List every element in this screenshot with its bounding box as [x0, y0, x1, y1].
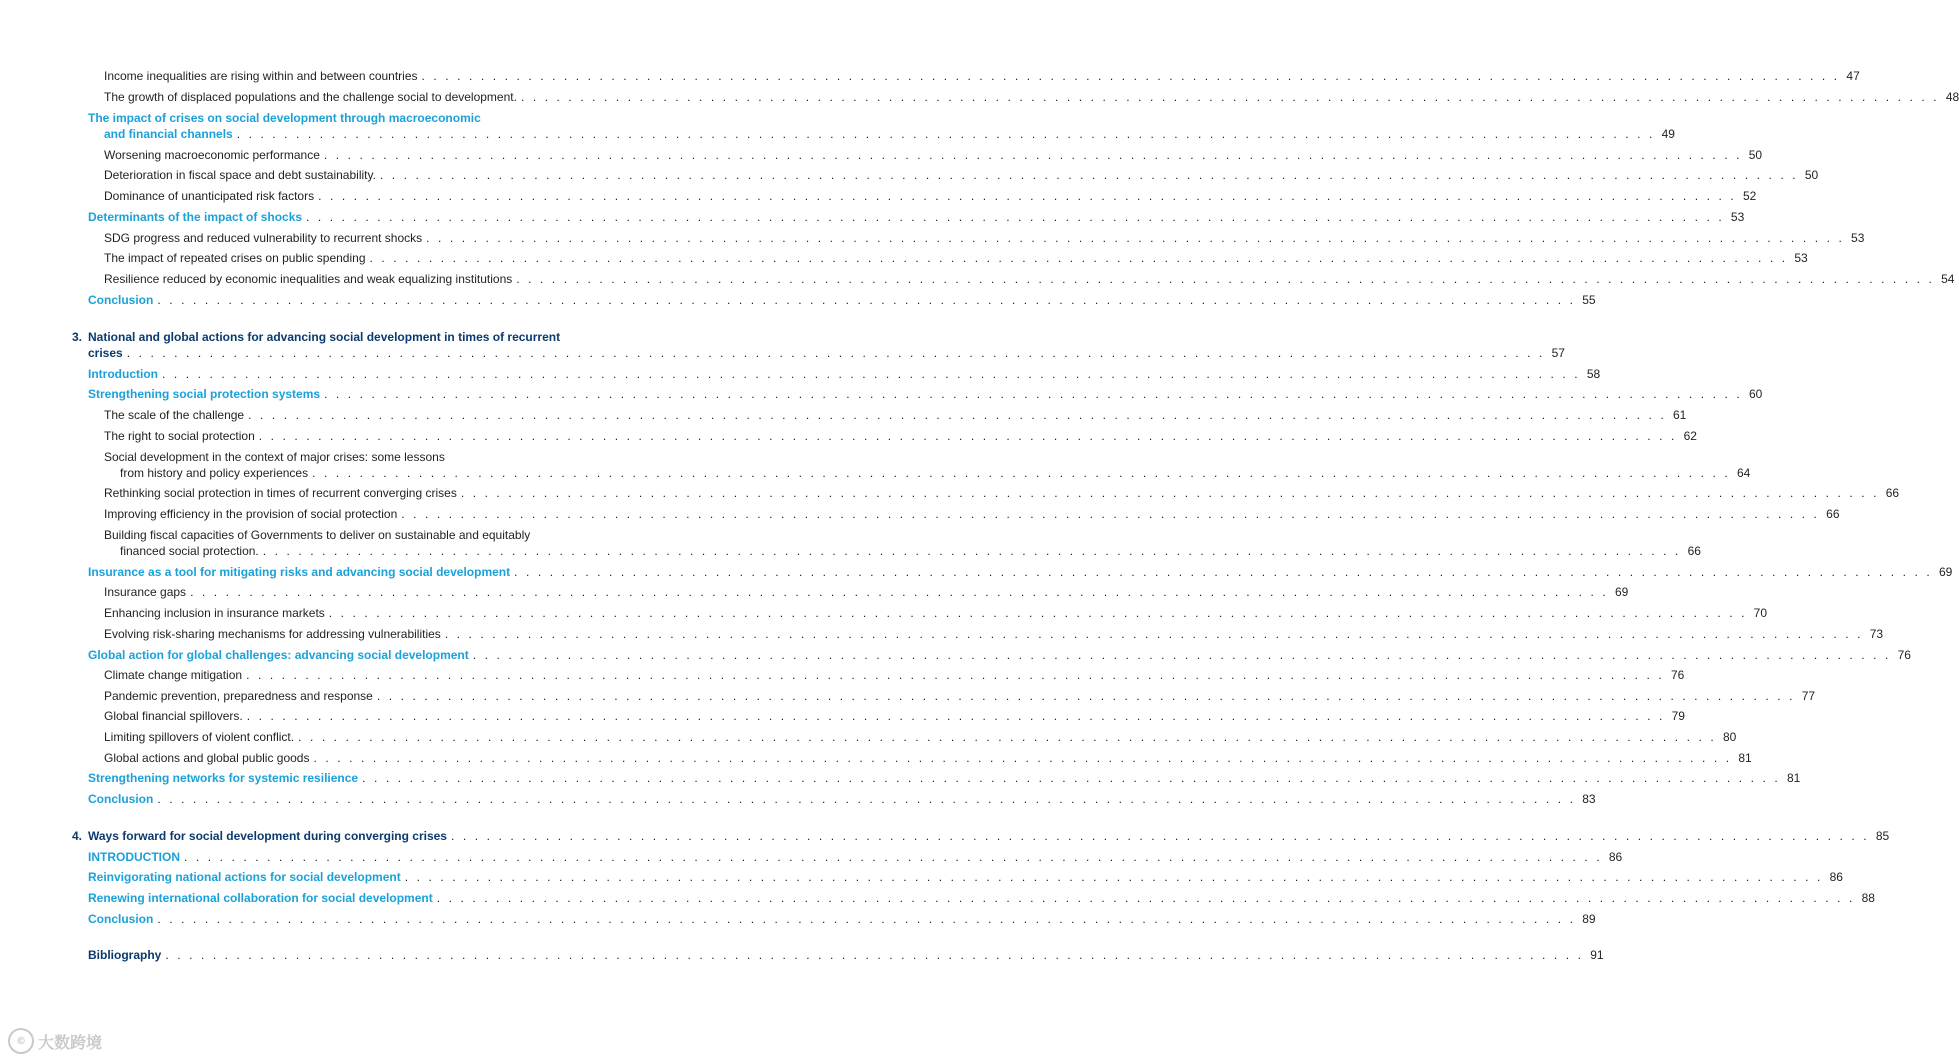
dot-leader: . . . . . . . . . . . . . . . . . . . . . . . . . . . . . . . . . . . . . . . . . . . . . . . . . . . . . . . . . . . . . . . . . . . . . . . . . . . . . . . . . . . . . . . . . . . . . . . . . . . . . . . . . . . . . . . . . . . . . . . . — [161, 367, 1581, 381]
dot-leader: . . . . . . . . . . . . . . . . . . . . . . . . . . . . . . . . . . . . . . . . . . . . . . . . . . . . . . . . . . . . . . . . . . . . . . . . . . . . . . . . . . . . . . . . . . . . . . . . . . . . . . . . . . . . . . . . . . . . . . . . — [362, 771, 1781, 785]
toc-title-text: The impact of crises on social development through macroeconomic — [88, 111, 481, 125]
dot-leader: . . . . . . . . . . . . . . . . . . . . . . . . . . . . . . . . . . . . . . . . . . . . . . . . . . . . . . . . . . . . . . . . . . . . . . . . . . . . . . . . . . . . . . . . . . . . . . . . . . . . . . . . . . . . . . . . . . . . . . . . — [520, 90, 1940, 104]
toc-subsection-entry[interactable] — [104, 167, 1819, 183]
toc-subsection-entry[interactable] — [104, 68, 1860, 84]
page-number: 85 — [1875, 829, 1890, 843]
page-number: 83 — [1582, 792, 1596, 806]
toc-title-text: Insurance as a tool for mitigating risks and advancing social development — [88, 565, 511, 579]
page-number: 73 — [1869, 627, 1884, 641]
page-number: 57 — [1551, 346, 1565, 360]
dot-leader: . . . . . . . . . . . . . . . . . . . . . . . . . . . . . . . . . . . . . . . . . . . . . . . . . . . . . . . . . . . . . . . . . . . . . . . . . . . . . . . . . . . . . . . . . . . . . . . . . . . . . . . . . . . . . . . . . . . . . . . . — [262, 544, 1681, 558]
toc-subsection-entry[interactable] — [104, 271, 1955, 287]
page-number: 66 — [1826, 507, 1840, 521]
page-number: 52 — [1742, 189, 1757, 203]
page-number: 70 — [1753, 606, 1768, 620]
toc-subsection-entry[interactable] — [104, 188, 1757, 204]
dot-leader: . . . . . . . . . . . . . . . . . . . . . . . . . . . . . . . . . . . . . . . . . . . . . . . . . . . . . . . . . . . . . . . . . . . . . . . . . . . . . . . . . . . . . . . . . . . . . . . . . . . . . . . . . . . . . . . . . . . . . . . . — [328, 606, 1748, 620]
page-number: 50 — [1748, 148, 1763, 162]
dot-leader: . . . . . . . . . . . . . . . . . . . . . . . . . . . . . . . . . . . . . . . . . . . . . . . . . . . . . . . . . . . . . . . . . . . . . . . . . . . . . . . . . . . . . . . . . . . . . . . . . . . . . . . . . . . . . . . . . . . . . . . . — [318, 189, 1737, 203]
watermark-logo-icon: © — [8, 1028, 34, 1054]
toc-entry-title-line1[interactable] — [104, 527, 530, 543]
toc-title-text: Worsening macroeconomic performance — [104, 148, 320, 162]
toc-subsection-entry[interactable] — [104, 667, 1685, 683]
toc-section-entry[interactable] — [88, 292, 1596, 308]
toc-title-text: Global action for global challenges: advancing social development — [88, 648, 469, 662]
toc-section-entry[interactable] — [104, 126, 1675, 142]
page-number: 53 — [1730, 210, 1745, 224]
page-number: 66 — [1687, 544, 1701, 558]
page-number: 88 — [1861, 891, 1875, 905]
page-number: 64 — [1736, 466, 1751, 480]
toc-title-text: Global actions and global public goods — [104, 751, 310, 765]
toc-section-entry[interactable] — [88, 564, 1953, 580]
toc-title-text: National and global actions for advancing social development in times of recurrent — [88, 330, 561, 344]
watermark-text: 大数跨境 — [38, 1032, 103, 1052]
toc-chapter-entry[interactable] — [88, 947, 1604, 963]
toc-title-text: Determinants of the impact of shocks — [88, 210, 303, 224]
toc-title-text: Evolving risk-sharing mechanisms for addressing vulnerabilities — [104, 627, 441, 641]
toc-chapter-entry[interactable] — [88, 828, 1890, 844]
toc-title-text: Ways forward for social development during converging crises — [88, 829, 447, 843]
toc-title-text: Limiting spillovers of violent conflict. — [104, 730, 295, 744]
page-number: 53 — [1794, 251, 1808, 265]
page-number: 61 — [1672, 408, 1687, 422]
toc-title-text: The scale of the challenge — [104, 408, 245, 422]
toc-title-text: Bibliography — [88, 948, 162, 962]
toc-entry-title-line1[interactable] — [104, 449, 445, 465]
toc-title-text: Strengthening networks for systemic resilience — [88, 771, 359, 785]
page-number: 80 — [1722, 730, 1737, 744]
toc-title-text: from history and policy experiences — [120, 466, 309, 480]
toc-title-text: Social development in the context of major crises: some lessons — [104, 450, 445, 464]
page-number: 53 — [1851, 231, 1865, 245]
toc-section-entry[interactable] — [88, 890, 1875, 906]
toc-section-entry[interactable] — [88, 849, 1623, 865]
toc-title-text: Enhancing inclusion in insurance markets — [104, 606, 325, 620]
toc-title-text: Building fiscal capacities of Governments to deliver on sustainable and equitably — [104, 528, 531, 542]
dot-leader: . . . . . . . . . . . . . . . . . . . . . . . . . . . . . . . . . . . . . . . . . . . . . . . . . . . . . . . . . . . . . . . . . . . . . . . . . . . . . . . . . . . . . . . . . . . . . . . . . . . . . . . . . . . . . . . . . . . . . . . . — [246, 668, 1665, 682]
page-number: 60 — [1748, 387, 1763, 401]
page-number: 47 — [1846, 69, 1860, 83]
toc-title-text: Pandemic prevention, preparedness and response — [104, 689, 373, 703]
chapter-number: 3. — [72, 330, 83, 344]
toc-title-text: crises — [88, 346, 123, 360]
dot-leader: . . . . . . . . . . . . . . . . . . . . . . . . . . . . . . . . . . . . . . . . . . . . . . . . . . . . . . . . . . . . . . . . . . . . . . . . . . . . . . . . . . . . . . . . . . . . . . . . . . . . . . . . . . . . . . . . . . . . . . . . — [298, 730, 1717, 744]
toc-title-text: Conclusion — [88, 912, 154, 926]
toc-title-text: Conclusion — [88, 792, 154, 806]
toc-title-text: and financial channels — [104, 127, 233, 141]
dot-leader: . . . . . . . . . . . . . . . . . . . . . . . . . . . . . . . . . . . . . . . . . . . . . . . . . . . . . . . . . . . . . . . . . . . . . . . . . . . . . . . . . . . . . . . . . . . . . . . . . . . . . . . . . . . . . . . . . . . . . . . . — [165, 948, 1584, 962]
toc-section-entry[interactable] — [88, 869, 1843, 885]
page-number: 69 — [1614, 585, 1629, 599]
page-number: 54 — [1941, 272, 1955, 286]
page-number: 50 — [1804, 168, 1819, 182]
toc-title-text: The impact of repeated crises on public spending — [104, 251, 366, 265]
toc-entry-title-line1[interactable] — [88, 110, 481, 126]
toc-subsection-entry[interactable] — [104, 407, 1687, 423]
toc-section-entry[interactable] — [88, 647, 1911, 663]
page-number: 86 — [1608, 850, 1623, 864]
dot-leader: . . . . . . . . . . . . . . . . . . . . . . . . . . . . . . . . . . . . . . . . . . . . . . . . . . . . . . . . . . . . . . . . . . . . . . . . . . . . . . . . . . . . . . . . . . . . . . . . . . . . . . . . . . . . . . . . . . . . . . . . — [190, 585, 1609, 599]
toc-title-text: Reinvigorating national actions for social development — [88, 870, 401, 884]
toc-subsection-entry[interactable] — [104, 708, 1685, 724]
toc-subsection-entry[interactable] — [104, 506, 1840, 522]
toc-title-text: Resilience reduced by economic inequalities and weak equalizing institutions — [104, 272, 513, 286]
page-number: 81 — [1786, 771, 1801, 785]
watermark — [8, 1028, 102, 1054]
page-number: 76 — [1670, 668, 1685, 682]
toc-title-text: Renewing international collaboration for social development — [88, 891, 433, 905]
dot-leader: . . . . . . . . . . . . . . . . . . . . . . . . . . . . . . . . . . . . . . . . . . . . . . . . . . . . . . . . . . . . . . . . . . . . . . . . . . . . . . . . . . . . . . . . . . . . . . . . . . . . . . . . . . . . . . . . . . . . . . . . — [421, 69, 1840, 83]
toc-entry-title-line1[interactable] — [88, 329, 560, 345]
toc-subsection-entry[interactable] — [104, 485, 1900, 501]
page-number: 89 — [1582, 912, 1596, 926]
dot-leader: . . . . . . . . . . . . . . . . . . . . . . . . . . . . . . . . . . . . . . . . . . . . . . . . . . . . . . . . . . . . . . . . . . . . . . . . . . . . . . . . . . . . . . . . . . . . . . . . . . . . . . . . . . . . . . . . . . . . . . . . — [404, 870, 1823, 884]
dot-leader: . . . . . . . . . . . . . . . . . . . . . . . . . . . . . . . . . . . . . . . . . . . . . . . . . . . . . . . . . . . . . . . . . . . . . . . . . . . . . . . . . . . . . . . . . . . . . . . . . . . . . . . . . . . . . . . . . . . . . . . . — [126, 346, 1545, 360]
toc-chapter-entry[interactable] — [88, 345, 1565, 361]
dot-leader: . . . . . . . . . . . . . . . . . . . . . . . . . . . . . . . . . . . . . . . . . . . . . . . . . . . . . . . . . . . . . . . . . . . . . . . . . . . . . . . . . . . . . . . . . . . . . . . . . . . . . . . . . . . . . . . . . . . . . . . . — [258, 429, 1677, 443]
dot-leader: . . . . . . . . . . . . . . . . . . . . . . . . . . . . . . . . . . . . . . . . . . . . . . . . . . . . . . . . . . . . . . . . . . . . . . . . . . . . . . . . . . . . . . . . . . . . . . . . . . . . . . . . . . . . . . . . . . . . . . . . — [306, 210, 1725, 224]
toc-title-text: Dominance of unanticipated risk factors — [104, 189, 315, 203]
toc-section-entry[interactable] — [88, 911, 1596, 927]
toc-title-text: Conclusion — [88, 293, 154, 307]
dot-leader: . . . . . . . . . . . . . . . . . . . . . . . . . . . . . . . . . . . . . . . . . . . . . . . . . . . . . . . . . . . . . . . . . . . . . . . . . . . . . . . . . . . . . . . . . . . . . . . . . . . . . . . . . . . . . . . . . . . . . . . . — [236, 127, 1655, 141]
toc-title-text: Improving efficiency in the provision of social protection — [104, 507, 398, 521]
page-number: 81 — [1738, 751, 1752, 765]
dot-leader: . . . . . . . . . . . . . . . . . . . . . . . . . . . . . . . . . . . . . . . . . . . . . . . . . . . . . . . . . . . . . . . . . . . . . . . . . . . . . . . . . . . . . . . . . . . . . . . . . . . . . . . . . . . . . . . . . . . . . . . . — [450, 829, 1870, 843]
toc-title-text: Rethinking social protection in times of recurrent converging crises — [104, 486, 457, 500]
page-number: 76 — [1897, 648, 1911, 662]
toc-subsection-entry[interactable] — [104, 729, 1737, 745]
dot-leader: . . . . . . . . . . . . . . . . . . . . . . . . . . . . . . . . . . . . . . . . . . . . . . . . . . . . . . . . . . . . . . . . . . . . . . . . . . . . . . . . . . . . . . . . . . . . . . . . . . . . . . . . . . . . . . . . . . . . . . . . — [426, 231, 1845, 245]
page-number: 49 — [1661, 127, 1675, 141]
toc-title-text: The right to social protection — [104, 429, 255, 443]
dot-leader: . . . . . . . . . . . . . . . . . . . . . . . . . . . . . . . . . . . . . . . . . . . . . . . . . . . . . . . . . . . . . . . . . . . . . . . . . . . . . . . . . . . . . . . . . . . . . . . . . . . . . . . . . . . . . . . . . . . . . . . . — [379, 168, 1799, 182]
dot-leader: . . . . . . . . . . . . . . . . . . . . . . . . . . . . . . . . . . . . . . . . . . . . . . . . . . . . . . . . . . . . . . . . . . . . . . . . . . . . . . . . . . . . . . . . . . . . . . . . . . . . . . . . . . . . . . . . . . . . . . . . — [472, 648, 1891, 662]
dot-leader: . . . . . . . . . . . . . . . . . . . . . . . . . . . . . . . . . . . . . . . . . . . . . . . . . . . . . . . . . . . . . . . . . . . . . . . . . . . . . . . . . . . . . . . . . . . . . . . . . . . . . . . . . . . . . . . . . . . . . . . . — [514, 565, 1933, 579]
toc-title-text: Introduction — [88, 367, 158, 381]
toc-subsection-entry[interactable] — [104, 605, 1768, 621]
chapter-number: 4. — [72, 829, 83, 843]
dot-leader: . . . . . . . . . . . . . . . . . . . . . . . . . . . . . . . . . . . . . . . . . . . . . . . . . . . . . . . . . . . . . . . . . . . . . . . . . . . . . . . . . . . . . . . . . . . . . . . . . . . . . . . . . . . . . . . . . . . . . . . . — [157, 293, 1576, 307]
dot-leader: . . . . . . . . . . . . . . . . . . . . . . . . . . . . . . . . . . . . . . . . . . . . . . . . . . . . . . . . . . . . . . . . . . . . . . . . . . . . . . . . . . . . . . . . . . . . . . . . . . . . . . . . . . . . . . . . . . . . . . . . — [444, 627, 1864, 641]
toc-title-text: Strengthening social protection systems — [88, 387, 321, 401]
toc-subsection-entry[interactable] — [120, 543, 1701, 559]
dot-leader: . . . . . . . . . . . . . . . . . . . . . . . . . . . . . . . . . . . . . . . . . . . . . . . . . . . . . . . . . . . . . . . . . . . . . . . . . . . . . . . . . . . . . . . . . . . . . . . . . . . . . . . . . . . . . . . . . . . . . . . . — [157, 792, 1576, 806]
toc-section-entry[interactable] — [88, 386, 1763, 402]
toc-title-text: Climate change mitigation — [104, 668, 243, 682]
toc-title-text: financed social protection. — [120, 544, 259, 558]
page-number: 91 — [1590, 948, 1604, 962]
dot-leader: . . . . . . . . . . . . . . . . . . . . . . . . . . . . . . . . . . . . . . . . . . . . . . . . . . . . . . . . . . . . . . . . . . . . . . . . . . . . . . . . . . . . . . . . . . . . . . . . . . . . . . . . . . . . . . . . . . . . . . . . — [369, 251, 1788, 265]
page-number: 77 — [1801, 689, 1816, 703]
toc-title-text: SDG progress and reduced vulnerability to recurrent shocks — [104, 231, 423, 245]
toc-subsection-entry[interactable] — [104, 89, 1959, 105]
dot-leader: . . . . . . . . . . . . . . . . . . . . . . . . . . . . . . . . . . . . . . . . . . . . . . . . . . . . . . . . . . . . . . . . . . . . . . . . . . . . . . . . . . . . . . . . . . . . . . . . . . . . . . . . . . . . . . . . . . . . . . . . — [157, 912, 1576, 926]
toc-title-text: Insurance gaps — [104, 585, 187, 599]
toc-title-text: The growth of displaced populations and the challenge social to development. — [104, 90, 517, 104]
dot-leader: . . . . . . . . . . . . . . . . . . . . . . . . . . . . . . . . . . . . . . . . . . . . . . . . . . . . . . . . . . . . . . . . . . . . . . . . . . . . . . . . . . . . . . . . . . . . . . . . . . . . . . . . . . . . . . . . . . . . . . . . — [460, 486, 1880, 500]
toc-subsection-entry[interactable] — [104, 230, 1865, 246]
dot-leader: . . . . . . . . . . . . . . . . . . . . . . . . . . . . . . . . . . . . . . . . . . . . . . . . . . . . . . . . . . . . . . . . . . . . . . . . . . . . . . . . . . . . . . . . . . . . . . . . . . . . . . . . . . . . . . . . . . . . . . . . — [184, 850, 1603, 864]
toc-title-text: Global financial spillovers. — [104, 709, 243, 723]
toc-section-entry[interactable] — [88, 209, 1745, 225]
page-number: 79 — [1671, 709, 1685, 723]
dot-leader: . . . . . . . . . . . . . . . . . . . . . . . . . . . . . . . . . . . . . . . . . . . . . . . . . . . . . . . . . . . . . . . . . . . . . . . . . . . . . . . . . . . . . . . . . . . . . . . . . . . . . . . . . . . . . . . . . . . . . . . . — [376, 689, 1796, 703]
toc-subsection-entry[interactable] — [120, 465, 1751, 481]
toc-subsection-entry[interactable] — [104, 147, 1763, 163]
dot-leader: . . . . . . . . . . . . . . . . . . . . . . . . . . . . . . . . . . . . . . . . . . . . . . . . . . . . . . . . . . . . . . . . . . . . . . . . . . . . . . . . . . . . . . . . . . . . . . . . . . . . . . . . . . . . . . . . . . . . . . . . — [516, 272, 1935, 286]
dot-leader: . . . . . . . . . . . . . . . . . . . . . . . . . . . . . . . . . . . . . . . . . . . . . . . . . . . . . . . . . . . . . . . . . . . . . . . . . . . . . . . . . . . . . . . . . . . . . . . . . . . . . . . . . . . . . . . . . . . . . . . . — [436, 891, 1855, 905]
toc-section-entry[interactable] — [88, 366, 1601, 382]
page-number: 55 — [1582, 293, 1596, 307]
toc-title-text: Deterioration in fiscal space and debt sustainability. — [104, 168, 376, 182]
toc-title-text: INTRODUCTION — [88, 850, 180, 864]
toc-subsection-entry[interactable] — [104, 626, 1884, 642]
toc-subsection-entry[interactable] — [104, 584, 1629, 600]
dot-leader: . . . . . . . . . . . . . . . . . . . . . . . . . . . . . . . . . . . . . . . . . . . . . . . . . . . . . . . . . . . . . . . . . . . . . . . . . . . . . . . . . . . . . . . . . . . . . . . . . . . . . . . . . . . . . . . . . . . . . . . . — [323, 148, 1743, 162]
dot-leader: . . . . . . . . . . . . . . . . . . . . . . . . . . . . . . . . . . . . . . . . . . . . . . . . . . . . . . . . . . . . . . . . . . . . . . . . . . . . . . . . . . . . . . . . . . . . . . . . . . . . . . . . . . . . . . . . . . . . . . . . — [246, 709, 1665, 723]
dot-leader: . . . . . . . . . . . . . . . . . . . . . . . . . . . . . . . . . . . . . . . . . . . . . . . . . . . . . . . . . . . . . . . . . . . . . . . . . . . . . . . . . . . . . . . . . . . . . . . . . . . . . . . . . . . . . . . . . . . . . . . . — [401, 507, 1820, 521]
dot-leader: . . . . . . . . . . . . . . . . . . . . . . . . . . . . . . . . . . . . . . . . . . . . . . . . . . . . . . . . . . . . . . . . . . . . . . . . . . . . . . . . . . . . . . . . . . . . . . . . . . . . . . . . . . . . . . . . . . . . . . . . — [313, 751, 1732, 765]
dot-leader: . . . . . . . . . . . . . . . . . . . . . . . . . . . . . . . . . . . . . . . . . . . . . . . . . . . . . . . . . . . . . . . . . . . . . . . . . . . . . . . . . . . . . . . . . . . . . . . . . . . . . . . . . . . . . . . . . . . . . . . . — [324, 387, 1743, 401]
toc-subsection-entry[interactable] — [104, 428, 1697, 444]
page-number: 66 — [1885, 486, 1900, 500]
page-number: 48 — [1945, 90, 1959, 104]
toc-section-entry[interactable] — [88, 791, 1596, 807]
page-number: 58 — [1586, 367, 1601, 381]
dot-leader: . . . . . . . . . . . . . . . . . . . . . . . . . . . . . . . . . . . . . . . . . . . . . . . . . . . . . . . . . . . . . . . . . . . . . . . . . . . . . . . . . . . . . . . . . . . . . . . . . . . . . . . . . . . . . . . . . . . . . . . . — [248, 408, 1667, 422]
toc-subsection-entry[interactable] — [104, 250, 1808, 266]
toc-subsection-entry[interactable] — [104, 750, 1752, 766]
toc-subsection-entry[interactable] — [104, 688, 1816, 704]
toc-section-entry[interactable] — [88, 770, 1801, 786]
toc-title-text: Income inequalities are rising within and between countries — [104, 69, 418, 83]
page-number: 62 — [1683, 429, 1697, 443]
page-number: 69 — [1938, 565, 1953, 579]
page-number: 86 — [1829, 870, 1843, 884]
dot-leader: . . . . . . . . . . . . . . . . . . . . . . . . . . . . . . . . . . . . . . . . . . . . . . . . . . . . . . . . . . . . . . . . . . . . . . . . . . . . . . . . . . . . . . . . . . . . . . . . . . . . . . . . . . . . . . . . . . . . . . . . — [312, 466, 1731, 480]
